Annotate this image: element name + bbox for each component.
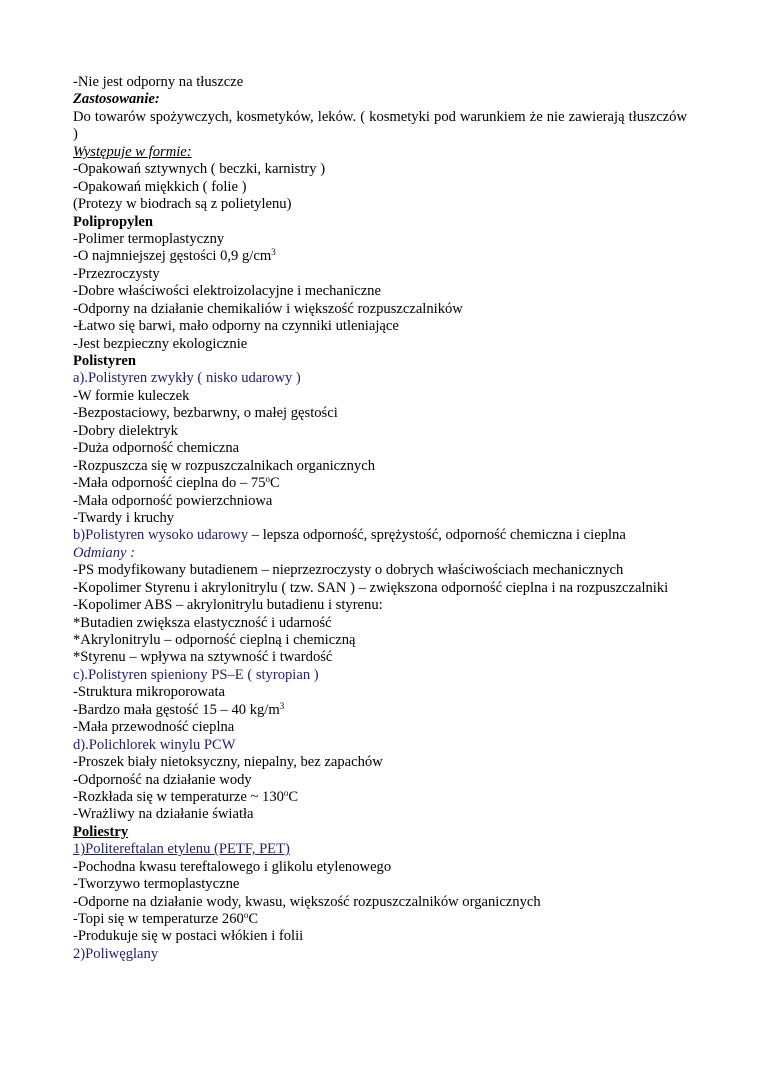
list-item: -Przezroczysty (73, 265, 160, 282)
list-item: -Kopolimer ABS – akrylonitrylu butadienu i styrenu: (73, 597, 383, 614)
list-item (73, 702, 687, 719)
paragraph: Do towarów spożywczych, kosmetyków, leków. ( kosmetyki pod warunkiem że nie zawierają tłuszczów ) (73, 108, 687, 143)
list-item: -Wrażliwy na działanie światła (73, 806, 254, 823)
list-item: -Odporny na działanie chemikaliów i większość rozpuszczalników (73, 300, 463, 317)
subsection-heading: b)Polistyren wysoko udarowy (73, 527, 249, 544)
unit: C (248, 911, 259, 928)
list-item: -Jest bezpieczny ekologicznie (73, 335, 248, 352)
list-item: -Opakowań sztywnych ( beczki, karnistry ) (73, 161, 326, 178)
unit: C (288, 788, 299, 805)
text-line: -Nie jest odporny na tłuszcze (73, 74, 244, 90)
list-item: -Mała przewodność cieplna (73, 719, 235, 736)
list-item: -Bezpostaciowy, bezbarwny, o małej gęstości (73, 405, 338, 422)
list-item: *Butadien zwiększa elastyczność i udarność (73, 614, 332, 631)
list-item: -Proszek biały nietoksyczny, niepalny, bez zapachów (73, 754, 383, 771)
list-item: -Odporność na działanie wody (73, 771, 252, 788)
list-item: -Struktura mikroporowata (73, 684, 225, 701)
list-item-text: -Mała odporność cieplna do – 75 (73, 475, 266, 492)
unit: C (270, 475, 280, 492)
list-item (73, 789, 687, 806)
section-heading: Zastosowanie: (73, 91, 160, 108)
list-item (73, 911, 687, 928)
list-item-text: -O najmniejszej gęstości 0,9 g/cm (73, 248, 272, 265)
subsection-heading: 1)Politereftalan etylenu (PETF, PET) (73, 841, 290, 858)
list-item: -Produkuje się w postaci włókien i folii (73, 928, 304, 945)
list-item-text: -Bardzo mała gęstość 15 – 40 kg/m (73, 701, 280, 718)
degree-mark: o (265, 474, 271, 485)
superscript: 3 (279, 700, 285, 711)
list-item: -Opakowań miękkich ( folie ) (73, 178, 247, 195)
section-heading: Polipropylen (73, 213, 154, 230)
list-item: -W formie kuleczek (73, 387, 190, 404)
subsection-heading: 2)Poliwęglany (73, 945, 159, 962)
degree-mark: o (243, 910, 249, 921)
subsection-heading: Występuje w formie: (73, 143, 192, 160)
subsection-heading: a).Polistyren zwykły ( nisko udarowy ) (73, 370, 301, 387)
superscript: 3 (271, 247, 276, 258)
degree-mark: o (283, 787, 289, 798)
list-item: -Polimer termoplastyczny (73, 230, 225, 247)
list-item (73, 475, 687, 492)
list-item: *Styrenu – wpływa na sztywność i twardość (73, 649, 333, 666)
section-heading: Poliestry (73, 823, 129, 840)
list-item-text: -Topi się w temperaturze 260 (73, 911, 244, 928)
list-item: -Mała odporność powierzchniowa (73, 492, 273, 509)
list-item: -Dobre właściwości elektroizolacyjne i mechaniczne (73, 283, 381, 300)
list-item-text: -Rozkłada się w temperaturze ~ 130 (73, 788, 284, 805)
subsection-heading: Odmiany : (73, 544, 136, 561)
list-item: -Rozpuszcza się w rozpuszczalnikach organicznych (73, 457, 376, 474)
list-item: -Dobry dielektryk (73, 422, 178, 439)
document-page (73, 74, 687, 963)
description: – lepsza odporność, sprężystość, odporność chemiczna i cieplna (248, 527, 626, 544)
text-line: (Protezy w biodrach są z polietylenu) (73, 196, 292, 213)
list-item: -Tworzywo termoplastyczne (73, 876, 240, 893)
list-item: -PS modyfikowany butadienem – nieprzezroczysty o dobrych właściwościach mechanicznych (73, 562, 624, 579)
list-item: -Pochodna kwasu tereftalowego i glikolu etylenowego (73, 858, 392, 875)
list-item: *Akrylonitrylu – odporność cieplną i chemiczną (73, 632, 356, 649)
list-item: -Odporne na działanie wody, kwasu, większość rozpuszczalników organicznych (73, 893, 541, 910)
list-item: -Twardy i kruchy (73, 509, 175, 526)
subsection-heading: c).Polistyren spieniony PS–E ( styropian ) (73, 666, 319, 683)
list-item (73, 248, 687, 265)
list-item: -Duża odporność chemiczna (73, 440, 240, 457)
list-item: -Łatwo się barwi, mało odporny na czynniki utleniające (73, 318, 399, 335)
section-heading: Polistyren (73, 353, 136, 370)
list-item: -Kopolimer Styrenu i akrylonitrylu ( tzw. SAN ) – zwiększona odporność cieplna i na rozpuszczalniki (73, 579, 669, 596)
subsection-heading: d).Polichlorek winylu PCW (73, 736, 236, 753)
text-line (73, 527, 687, 544)
